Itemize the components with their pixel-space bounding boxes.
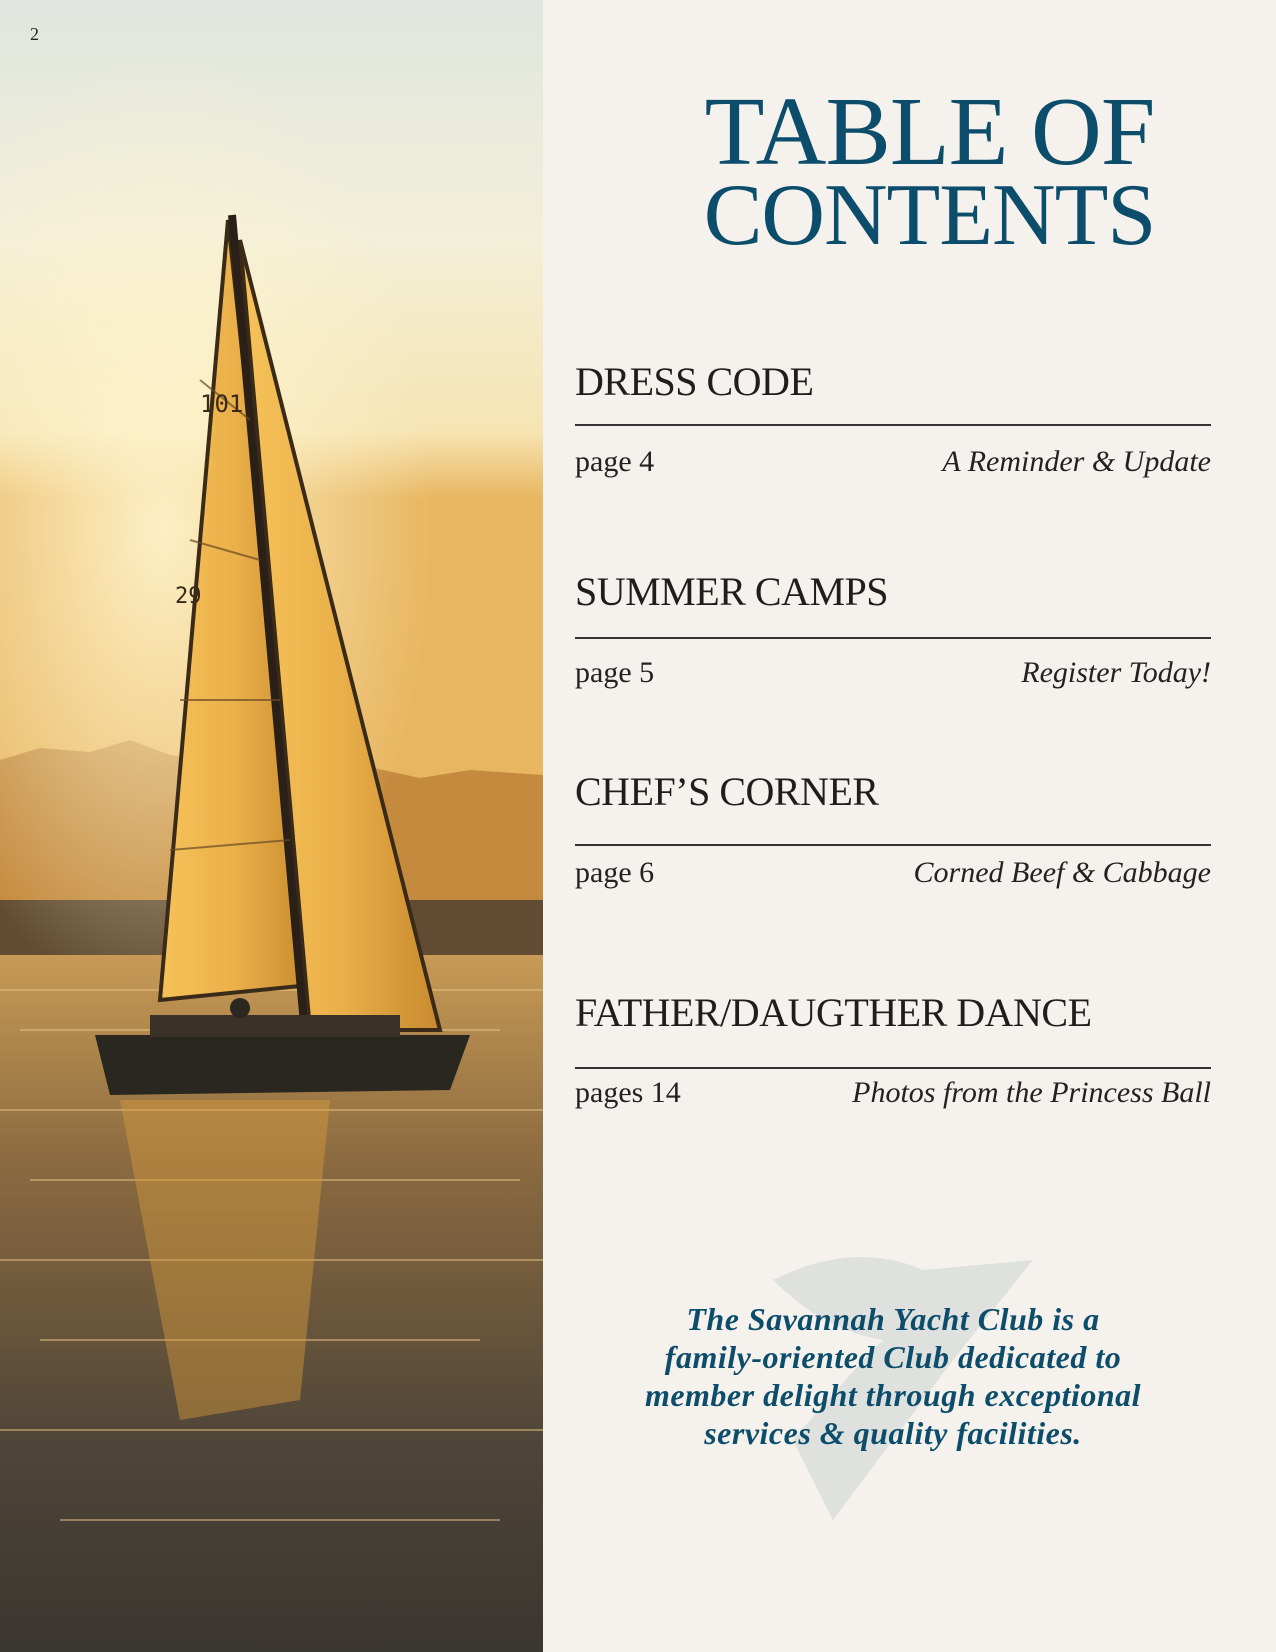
toc-entry-page: page 4 <box>575 445 655 478</box>
toc-entry-title: SUMMER CAMPS <box>575 569 889 614</box>
sail-number: 29 <box>175 584 202 609</box>
mission-text <box>583 1300 1203 1452</box>
mission-line: The Savannah Yacht Club is a <box>686 1301 1100 1337</box>
toc-entry[interactable] <box>575 769 1211 889</box>
toc-entry-title: DRESS CODE <box>575 359 814 404</box>
page-number: 2 <box>30 24 39 44</box>
toc-entry-title: CHEF’S CORNER <box>575 769 879 814</box>
toc-entry-page: pages 14 <box>575 1076 681 1109</box>
toc-entry-description: Photos from the Princess Ball <box>852 1076 1211 1109</box>
mission-line: services & quality facilities. <box>704 1415 1082 1451</box>
divider <box>575 1067 1211 1069</box>
divider <box>575 424 1211 426</box>
mission-line: member delight through exceptional <box>644 1377 1142 1413</box>
table-of-contents <box>543 0 1276 1652</box>
toc-entry[interactable] <box>575 990 1211 1113</box>
mission-statement <box>583 1240 1203 1520</box>
divider <box>575 637 1211 639</box>
toc-entry-page: page 5 <box>575 656 655 689</box>
page-title-line2: CONTENTS <box>703 167 1156 264</box>
toc-entry-description: Corned Beef & Cabbage <box>913 856 1211 889</box>
toc-entry-title: FATHER/DAUGTHER DANCE <box>575 990 1092 1035</box>
toc-entry-description: A Reminder & Update <box>942 445 1211 478</box>
sailboat-photo <box>0 0 543 1652</box>
sail-mark: 101 <box>200 390 244 418</box>
divider <box>575 844 1211 846</box>
toc-entry-page: page 6 <box>575 856 655 889</box>
mission-line: family-oriented Club dedicated to <box>664 1339 1122 1375</box>
toc-entry[interactable] <box>575 359 1211 478</box>
toc-entry[interactable] <box>575 569 1211 689</box>
page-title-line1: TABLE OF <box>704 78 1155 186</box>
toc-entry-description: Register Today! <box>1021 656 1211 689</box>
